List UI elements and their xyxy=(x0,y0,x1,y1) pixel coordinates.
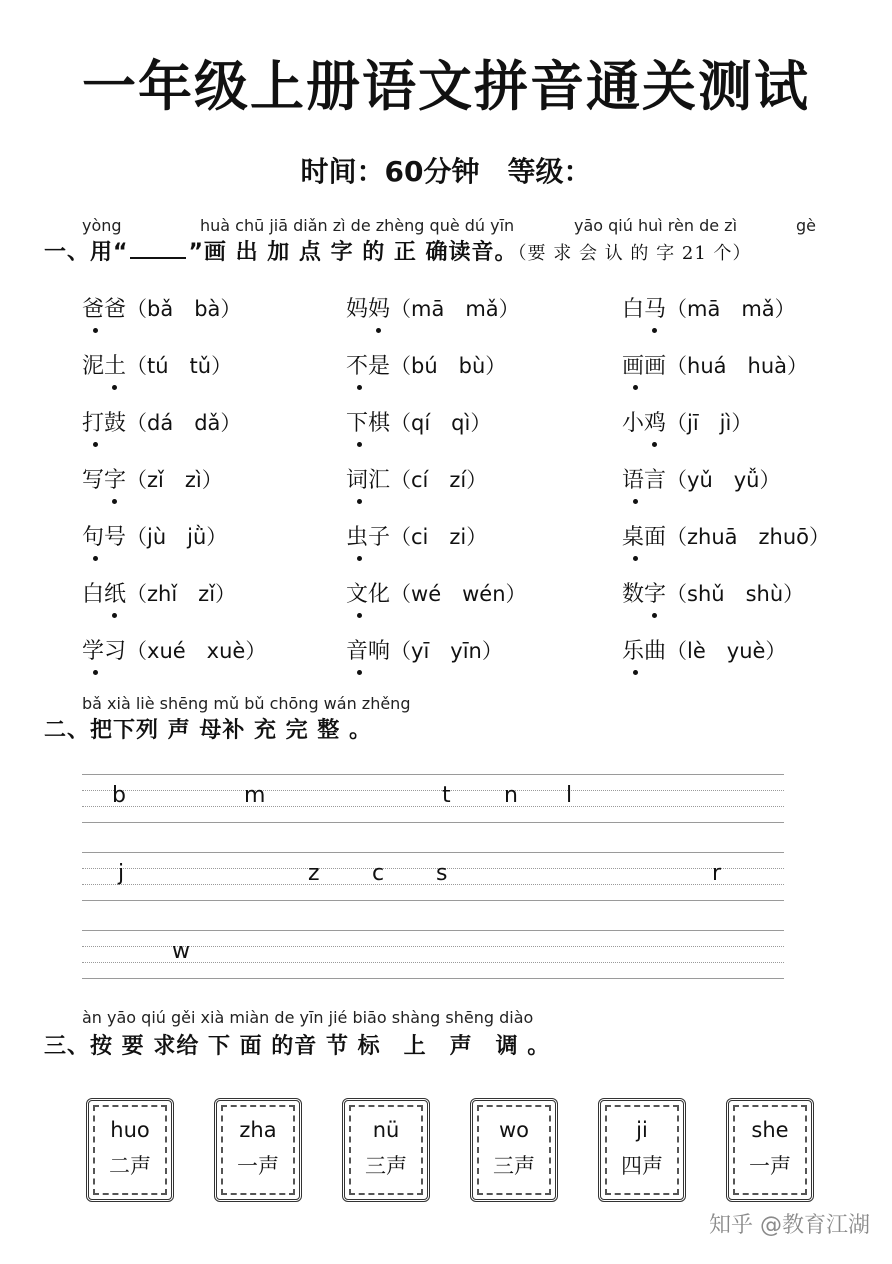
word-item xyxy=(622,522,830,553)
word-chars: 爸爸 xyxy=(82,297,127,322)
syllable-box xyxy=(726,1098,814,1202)
emphasis-dot xyxy=(357,499,362,504)
emphasis-dot xyxy=(633,499,638,504)
pinyin-options: （tú tǔ） xyxy=(126,354,233,378)
word-item xyxy=(346,636,503,667)
syllable: she xyxy=(751,1118,789,1142)
word-chars: 不是 xyxy=(346,354,391,379)
emphasis-dot xyxy=(93,670,98,675)
ruling-line xyxy=(82,978,784,979)
page-title: 一年级上册语文拼音通关测试 xyxy=(82,55,810,118)
ruling-line xyxy=(82,868,784,869)
pinyin-options: （qí qì） xyxy=(390,411,492,435)
ruling-line xyxy=(82,806,784,807)
initial-letter: c xyxy=(372,861,385,886)
pinyin-options: （lè yuè） xyxy=(666,639,787,663)
section1-heading-pre: 一、用“ xyxy=(44,240,129,265)
pinyin-options: （dá dǎ） xyxy=(126,411,242,435)
emphasis-dot xyxy=(652,613,657,618)
pinyin-options: （jī jì） xyxy=(666,411,753,435)
emphasis-dot xyxy=(633,385,638,390)
word-item xyxy=(622,294,796,325)
pinyin-options: （huá huà） xyxy=(666,354,808,378)
emphasis-dot xyxy=(357,613,362,618)
word-item xyxy=(82,408,241,439)
initial-letter: s xyxy=(436,861,448,886)
pinyin-options: （jù jǜ） xyxy=(126,525,228,549)
pinyin-options: （xué xuè） xyxy=(126,639,267,663)
answer-underline xyxy=(130,239,186,259)
ruling-line xyxy=(82,822,784,823)
initial-letter: b xyxy=(112,783,126,808)
emphasis-dot xyxy=(93,556,98,561)
pinyin-options: （zhuā zhuō） xyxy=(666,525,831,549)
initial-letter: t xyxy=(442,783,451,808)
section1-pinyin-2: huà chū jiā diǎn zì de zhèng què dú yīn xyxy=(200,216,515,235)
emphasis-dot xyxy=(357,385,362,390)
section1-requirement-note: （要 求 会 认 的 字 21 个） xyxy=(517,243,752,264)
word-item xyxy=(622,636,786,667)
pinyin-options: （zhǐ zǐ） xyxy=(126,582,237,606)
pinyin-options: （ci zi） xyxy=(390,525,488,549)
syllable-box xyxy=(86,1098,174,1202)
initial-letter: w xyxy=(172,939,190,964)
section3-pinyin: àn yāo qiú gěi xià miàn de yīn jié biāo shàng shēng diào xyxy=(82,1008,534,1027)
pinyin-options: （cí zí） xyxy=(390,468,488,492)
word-chars: 句号 xyxy=(82,525,127,550)
word-item xyxy=(622,408,752,439)
word-item xyxy=(82,522,227,553)
pinyin-options: （shǔ shù） xyxy=(666,582,805,606)
word-item xyxy=(346,465,487,496)
emphasis-dot xyxy=(357,442,362,447)
time-grade-line: 时间：60分钟 等级： xyxy=(300,155,592,188)
word-item xyxy=(82,579,236,610)
syllable: huo xyxy=(110,1118,150,1142)
section1-pinyin-1: yòng xyxy=(82,216,122,235)
tone-label: 四声 xyxy=(621,1154,663,1178)
word-item xyxy=(346,351,506,382)
emphasis-dot xyxy=(112,499,117,504)
word-chars: 小鸡 xyxy=(622,411,667,436)
initial-letter: n xyxy=(504,783,518,808)
tone-label: 三声 xyxy=(493,1154,535,1178)
ruling-line xyxy=(82,790,784,791)
ruling-line xyxy=(82,930,784,931)
tone-label: 三声 xyxy=(365,1154,407,1178)
emphasis-dot xyxy=(112,385,117,390)
emphasis-dot xyxy=(652,442,657,447)
syllable-box xyxy=(598,1098,686,1202)
word-chars: 妈妈 xyxy=(346,297,391,322)
section2-heading: 二、把下列 声 母补 充 完 整 。 xyxy=(44,718,372,743)
word-item xyxy=(622,351,808,382)
word-item xyxy=(622,579,804,610)
word-item xyxy=(82,636,266,667)
ruling-line xyxy=(82,852,784,853)
pinyin-options: （mā mǎ） xyxy=(666,297,796,321)
word-chars: 下棋 xyxy=(346,411,391,436)
word-item xyxy=(82,465,223,496)
emphasis-dot xyxy=(652,328,657,333)
word-item xyxy=(82,351,232,382)
word-chars: 音响 xyxy=(346,639,391,664)
section1-heading xyxy=(44,238,752,269)
pinyin-options: （yī yīn） xyxy=(390,639,503,663)
tone-label: 一声 xyxy=(237,1154,279,1178)
emphasis-dot xyxy=(112,613,117,618)
pinyin-options: （zǐ zì） xyxy=(126,468,223,492)
word-item xyxy=(82,294,241,325)
tone-label: 一声 xyxy=(749,1154,791,1178)
pinyin-options: （bú bù） xyxy=(390,354,507,378)
syllable-box xyxy=(214,1098,302,1202)
word-chars: 乐曲 xyxy=(622,639,667,664)
emphasis-dot xyxy=(93,442,98,447)
emphasis-dot xyxy=(357,670,362,675)
syllable: ji xyxy=(636,1118,648,1142)
pinyin-options: （bǎ bà） xyxy=(126,297,242,321)
watermark: 知乎 @教育江湖 xyxy=(709,1213,870,1238)
ruling-line xyxy=(82,884,784,885)
word-chars: 写字 xyxy=(82,468,127,493)
emphasis-dot xyxy=(376,328,381,333)
emphasis-dot xyxy=(93,328,98,333)
word-chars: 学习 xyxy=(82,639,127,664)
section1-pinyin-4: gè xyxy=(796,216,816,235)
word-chars: 白马 xyxy=(622,297,667,322)
emphasis-dot xyxy=(633,556,638,561)
pinyin-options: （wé wén） xyxy=(390,582,527,606)
section2-pinyin: bǎ xià liè shēng mǔ bǔ chōng wán zhěng xyxy=(82,694,411,713)
syllable: zha xyxy=(239,1118,277,1142)
word-chars: 桌面 xyxy=(622,525,667,550)
initial-letter: r xyxy=(712,861,722,886)
syllable-box xyxy=(470,1098,558,1202)
emphasis-dot xyxy=(357,556,362,561)
word-chars: 画画 xyxy=(622,354,667,379)
ruling-line xyxy=(82,774,784,775)
word-item xyxy=(622,465,781,496)
pinyin-options: （yǔ yǚ） xyxy=(666,468,781,492)
pinyin-options: （mā mǎ） xyxy=(390,297,520,321)
word-chars: 白纸 xyxy=(82,582,127,607)
section1-pinyin-3: yāo qiú huì rèn de zì xyxy=(574,216,738,235)
word-item xyxy=(346,579,527,610)
word-chars: 打鼓 xyxy=(82,411,127,436)
initial-letter: m xyxy=(244,783,266,808)
section3-heading: 三、按 要 求给 下 面 的音 节 标 上 声 调 。 xyxy=(44,1034,551,1059)
word-chars: 词汇 xyxy=(346,468,391,493)
word-chars: 泥土 xyxy=(82,354,127,379)
word-chars: 数字 xyxy=(622,582,667,607)
syllable-box xyxy=(342,1098,430,1202)
word-chars: 虫子 xyxy=(346,525,391,550)
syllable: nü xyxy=(372,1118,400,1142)
emphasis-dot xyxy=(633,670,638,675)
word-item xyxy=(346,522,487,553)
tone-label: 二声 xyxy=(109,1154,151,1178)
initial-letter: l xyxy=(566,783,573,808)
section1-heading-post: ”画 出 加 点 字 的 正 确读音。 xyxy=(188,240,518,265)
initial-letter: j xyxy=(118,861,125,886)
word-item xyxy=(346,408,491,439)
ruling-line xyxy=(82,900,784,901)
initial-letter: z xyxy=(308,861,320,886)
syllable: wo xyxy=(498,1118,530,1142)
word-item xyxy=(346,294,520,325)
word-chars: 文化 xyxy=(346,582,391,607)
word-chars: 语言 xyxy=(622,468,667,493)
